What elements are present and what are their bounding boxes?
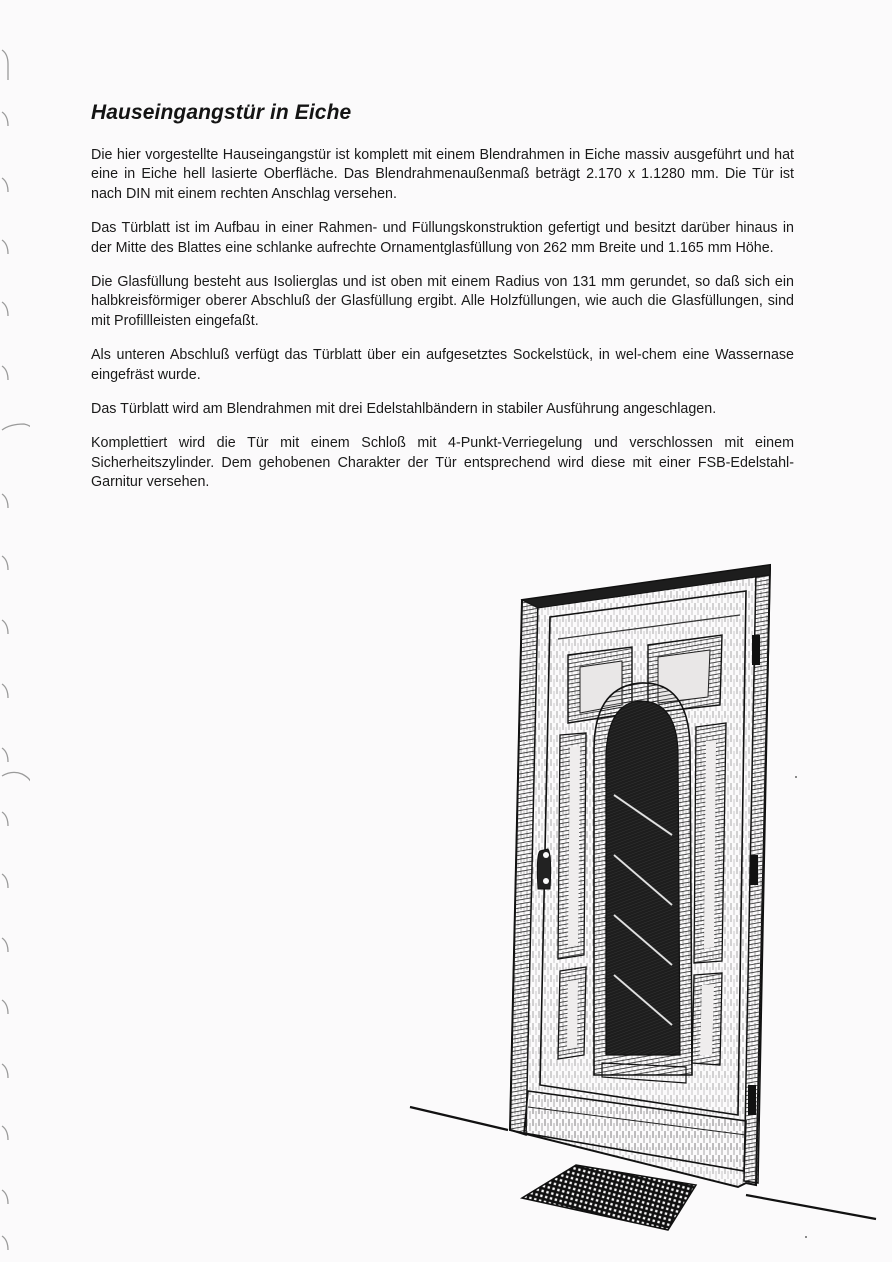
binder-marks: [0, 0, 30, 1262]
paragraph-glass-panel: Die Glasfüllung besteht aus Isolierglas und ist oben mit einem Radius von 131 mm gerundet, so daß sich ein halbkreisförmiger oberer Abschluß der Glasfüllung ergibt. Alle Holzfüllungen, wie auch die Glasfüllungen, sind mit Profillleisten eingefaßt.: [91, 274, 794, 329]
body-text: [91, 146, 794, 508]
door-illustration-icon: [400, 555, 892, 1262]
page-title: Hauseingangstür in Eiche: [91, 101, 352, 124]
paragraph-lock: Komplettiert wird die Tür mit einem Schloß mit 4-Punkt-Verriegelung und verschlossen mit einem Sicherheitszylinder. Dem gehobenen Charakter der Tür entsprechend wird diese mit einer FSB-Edelstahl-Garnitur versehen.: [91, 435, 794, 491]
paragraph-door-leaf: Das Türblatt ist im Aufbau in einer Rahmen- und Füllungskonstruktion gefertigt und besitzt darüber hinaus in der Mitte des Blattes eine schlanke aufrechte Ornamentglasfüllung von 262 mm Breite und 1.165 mm Höhe.: [91, 220, 794, 256]
paragraph-base: Als unteren Abschluß verfügt das Türblatt über ein aufgesetztes Sockelstück, in wel-chem eine Wassernase eingefräst wurde.: [91, 347, 794, 383]
doormat-icon: [522, 1165, 696, 1230]
paragraph-hinges: Das Türblatt wird am Blendrahmen mit drei Edelstahlbändern in stabiler Ausführung angeschlagen.: [91, 401, 717, 418]
paragraph-frame: Die hier vorgestellte Hauseingangstür ist komplett mit einem Blendrahmen in Eiche massiv ausgeführt und hat eine in Eiche hell lasierte Oberfläche. Das Blendrahmenaußenmaß beträgt 2.170 x 1.1280 mm. Die Tür ist nach DIN mit einem rechten Anschlag versehen.: [91, 147, 794, 202]
